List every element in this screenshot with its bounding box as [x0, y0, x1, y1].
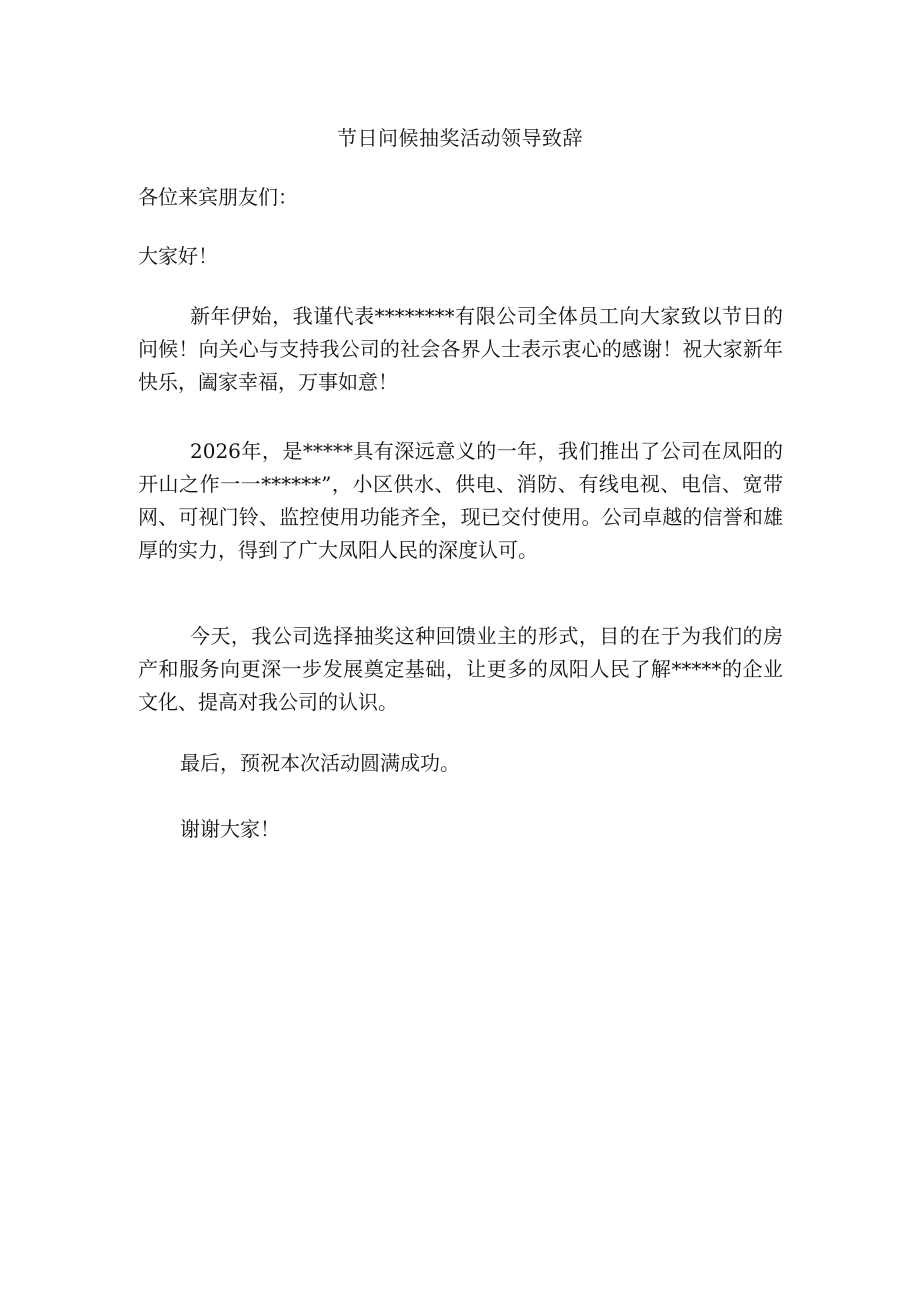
document-title: 节日问候抽奖活动领导致辞: [337, 126, 583, 150]
closing-wish: 最后，预祝本次活动圆满成功。: [180, 751, 460, 775]
paragraph-lottery-purpose: 今天，我公司选择抽奖这种回馈业主的形式，目的在于为我们的房产和服务向更深一步发展奠定基础，让更多的凤阳人民了解*****的企业文化、提高对我公司的认识。: [138, 624, 783, 714]
paragraph-new-year-greeting: 新年伊始，我谨代表********有限公司全体员工向大家致以节日的问候！向关心与支持我公司的社会各界人士表示衷心的感谢！祝大家新年快乐，阖家幸福，万事如意！: [138, 304, 783, 394]
thanks: 谢谢大家！: [180, 817, 280, 841]
greeting: 大家好！: [138, 244, 218, 268]
salutation: 各位来宾朋友们：: [138, 185, 298, 209]
paragraph-company-achievement: 2026年，是*****具有深远意义的一年，我们推出了公司在凤阳的开山之作一一******”，小区供水、供电、消防、有线电视、电信、宽带网、可视门铃、监控使用功能齐全，现已交付使用。公司卓越的信誉和雄厚的实力，得到了广大凤阳人民的深度认可。: [138, 439, 783, 562]
